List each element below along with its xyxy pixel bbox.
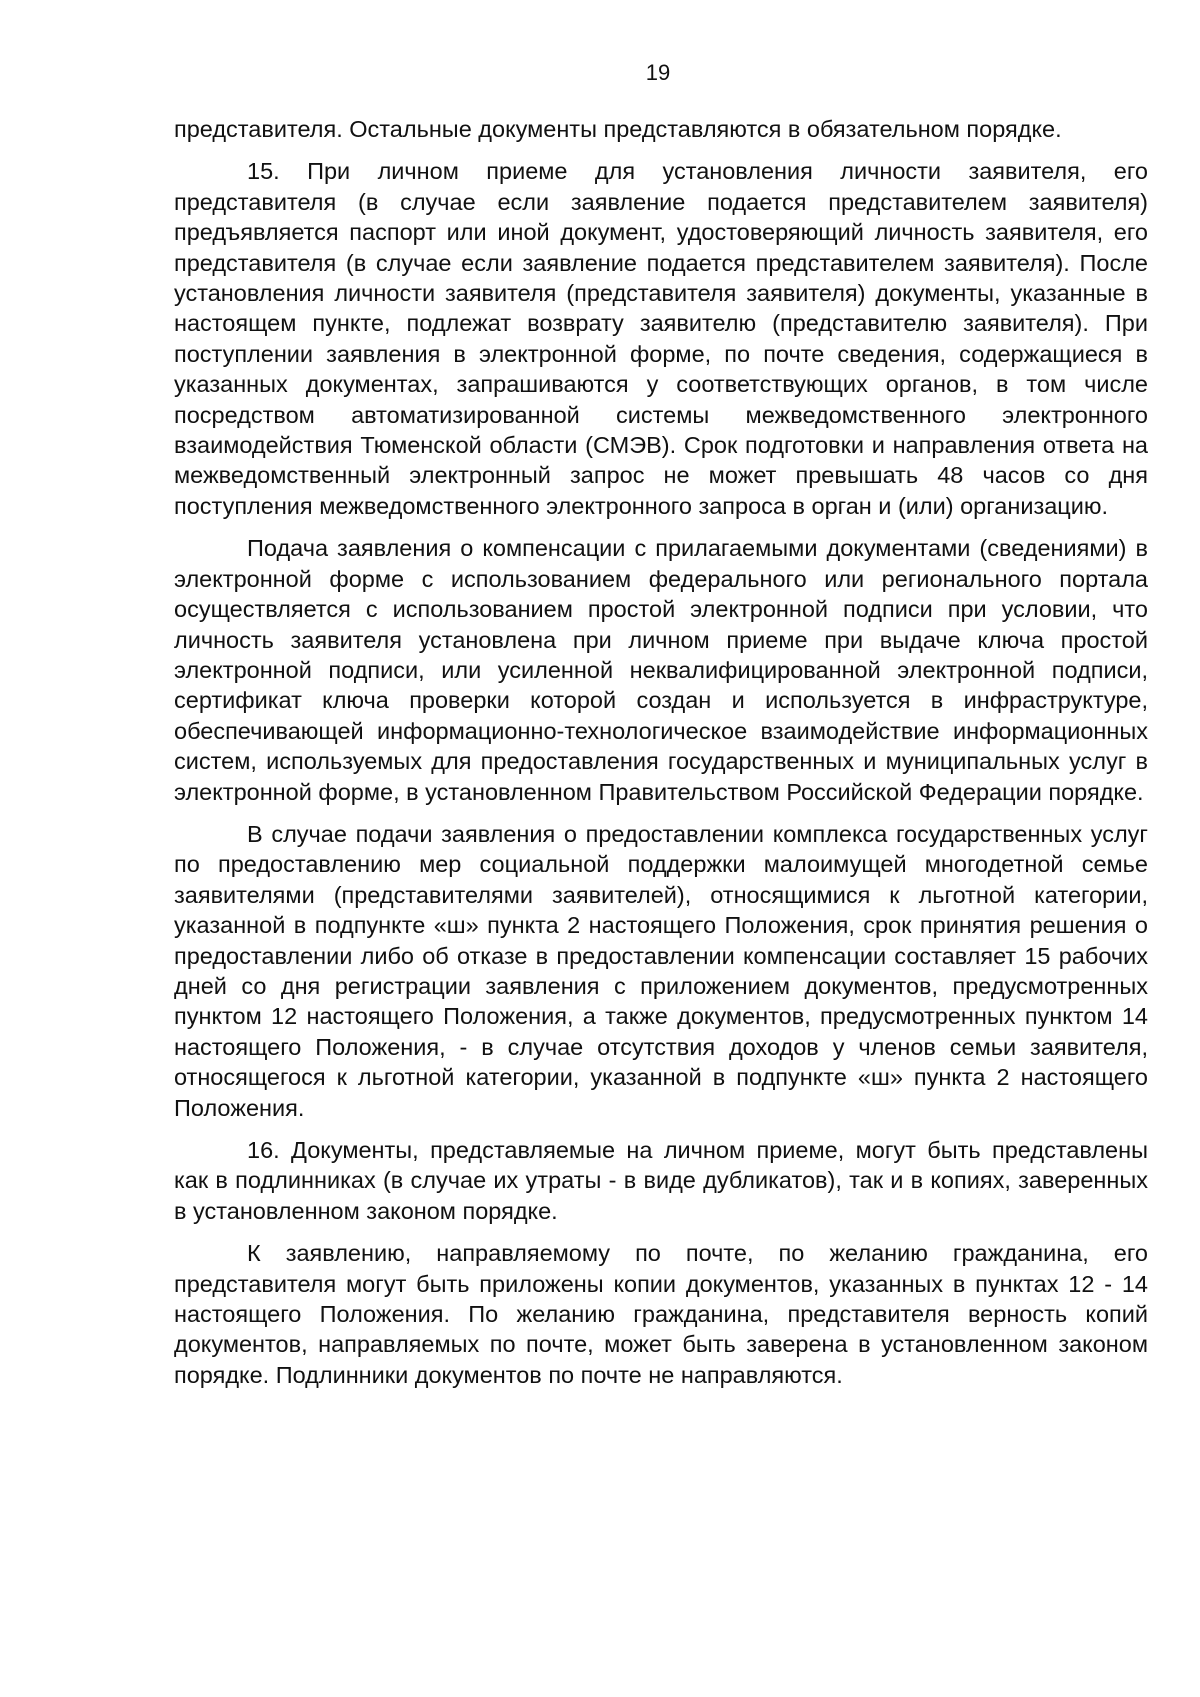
paragraph-item-15: 15. При личном приеме для установления личности заявителя, его представителя (в случае если заявление подается представителем заявителя) предъявляется паспорт или иной документ, удостоверяющий личность заявителя, его представителя (в случае если заявление подается представителем заявителя). После установления личности заявителя (представителя заявителя) документы, указанные в настоящем пункте, подлежат возврату заявителю (представителю заявителя). При поступлении заявления в электронной форме, по почте сведения, содержащиеся в указанных документах, запрашиваются у соответствующих органов, в том числе посредством автоматизированной системы межведомственного электронного взаимодействия Тюменской области (СМЭВ). Срок подготовки и направления ответа на межведомственный электронный запрос не может превышать 48 часов со дня поступления межведомственного электронного запроса в орган и (или) организацию. <box>174 158 1148 519</box>
document-body <box>174 114 1148 1390</box>
paragraph-preferential-category: В случае подачи заявления о предоставлении комплекса государственных услуг по предоставлению мер социальной поддержки малоимущей многодетной семье заявителями (представителями заявителей), относящимися к льготной категории, указанной в подпункте «ш» пункта 2 настоящего Положения, срок принятия решения о предоставлении либо об отказе в предоставлении компенсации составляет 15 рабочих дней со дня регистрации заявления с приложением документов, предусмотренных пунктом 12 настоящего Положения, а также документов, предусмотренных пунктом 14 настоящего Положения, - в случае отсутствия доходов у членов семьи заявителя, относящегося к льготной категории, указанной в подпункте «ш» пункта 2 настоящего Положения. <box>174 820 1148 1121</box>
paragraph-continuation: представителя. Остальные документы представляются в обязательном порядке. <box>174 116 1062 142</box>
page-number: 19 <box>645 60 671 85</box>
paragraph-mail-submission: К заявлению, направляемому по почте, по желанию гражданина, его представителя могут быть приложены копии документов, указанных в пунктах 12 - 14 настоящего Положения. По желанию гражданина, представителя верность копий документов, направляемых по почте, может быть заверена в установленном законом порядке. Подлинники документов по почте не направляются. <box>174 1240 1148 1388</box>
paragraph-electronic-submission: Подача заявления о компенсации с прилагаемыми документами (сведениями) в электронной форме с использованием федерального или регионального портала осуществляется с использованием простой электронной подписи при условии, что личность заявителя установлена при личном приеме при выдаче ключа простой электронной подписи, или усиленной неквалифицированной электронной подписи, сертификат ключа проверки которой создан и используется в инфраструктуре, обеспечивающей информационно-технологическое взаимодействие информационных систем, используемых для предоставления государственных и муниципальных услуг в электронной форме, в установленном Правительством Российской Федерации порядке. <box>174 535 1148 805</box>
paragraph-item-16: 16. Документы, представляемые на личном приеме, могут быть представлены как в подлинниках (в случае их утраты - в виде дубликатов), так и в копиях, заверенных в установленном законом порядке. <box>174 1137 1148 1224</box>
